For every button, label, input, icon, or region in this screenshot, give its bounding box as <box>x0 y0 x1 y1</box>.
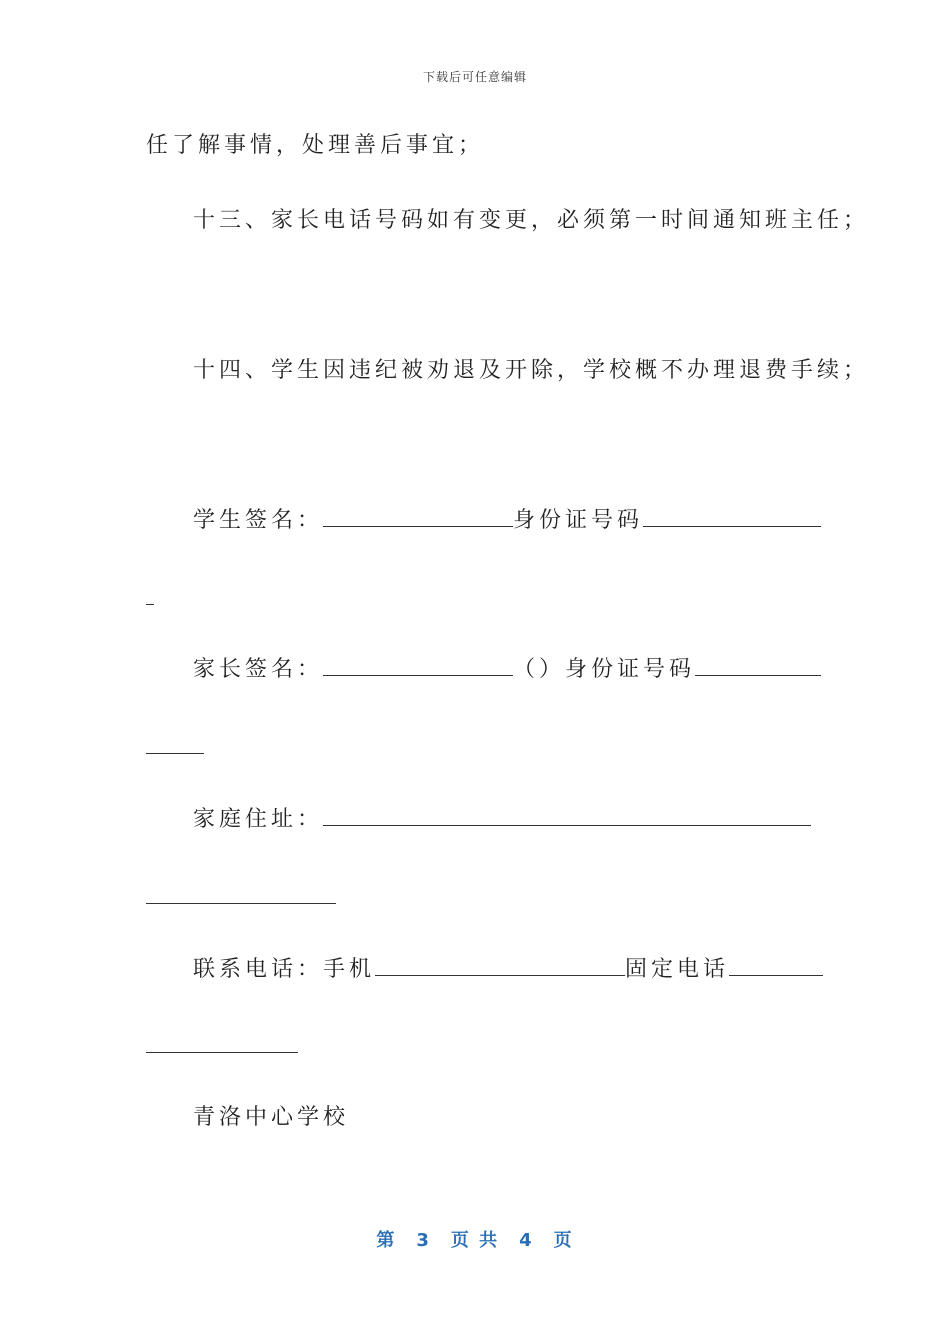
landline-label: 固定电话 <box>625 957 730 982</box>
student-id-label: 身份证号码 <box>513 508 644 533</box>
address-field-overflow <box>146 903 336 904</box>
student-id-field-overflow <box>146 604 154 605</box>
address-label: 家庭住址： <box>193 807 324 832</box>
student-id-field[interactable] <box>643 506 821 527</box>
footer-total-pages: 4 <box>519 1230 534 1251</box>
phone-label: 联系电话：手机 <box>193 957 376 982</box>
address-field[interactable] <box>323 805 811 826</box>
landline-field[interactable] <box>729 955 823 976</box>
mobile-field[interactable] <box>375 955 625 976</box>
student-signature-row <box>193 506 821 536</box>
parent-signature-row <box>193 655 821 685</box>
footer-current-page: 3 <box>416 1230 431 1251</box>
parent-signature-field[interactable] <box>323 655 513 676</box>
clause-14: 十四、学生因违纪被劝退及开除，学校概不办理退费手续； <box>193 358 870 383</box>
parent-id-field[interactable] <box>695 655 821 676</box>
address-row <box>193 805 811 835</box>
footer-end-word: 页 <box>553 1230 574 1251</box>
page-footer <box>0 1226 950 1252</box>
text-line-continuation: 任了解事情，处理善后事宜； <box>146 133 485 158</box>
phone-row <box>193 955 823 985</box>
school-name: 青洛中心学校 <box>193 1105 350 1130</box>
clause-13: 十三、家长电话号码如有变更，必须第一时间通知班主任； <box>193 208 870 233</box>
student-signature-field[interactable] <box>323 506 513 527</box>
parent-signature-label: 家长签名： <box>193 657 324 682</box>
footer-total-word: 页 共 <box>450 1230 500 1251</box>
footer-page-word: 第 <box>376 1230 397 1251</box>
parent-id-field-overflow <box>146 753 204 754</box>
landline-field-overflow <box>146 1052 298 1053</box>
parent-relation-id-label: （）身份证号码 <box>513 657 696 682</box>
student-signature-label: 学生签名： <box>193 508 324 533</box>
page-header-note: 下载后可任意编辑 <box>422 70 527 84</box>
